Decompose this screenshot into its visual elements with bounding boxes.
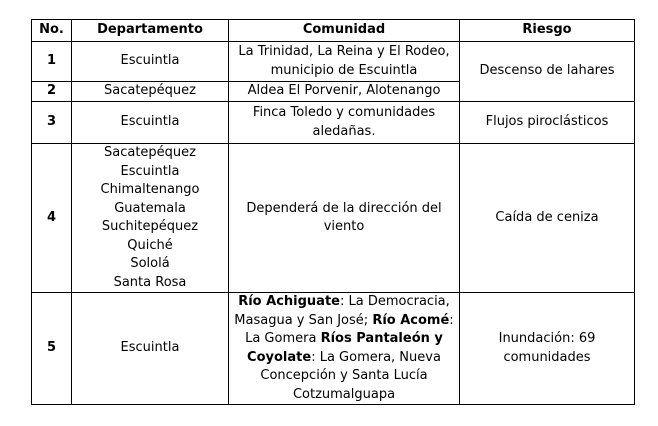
comunidad-cell: Finca Toledo y comunidades aledañas. <box>229 102 460 144</box>
river-label: Río Acomé <box>372 312 450 328</box>
departamento-item: Santa Rosa <box>113 274 187 290</box>
row-number: 1 <box>32 42 72 82</box>
header-riesgo: Riesgo <box>460 20 635 42</box>
comunidad-cell: Dependerá de la dirección del viento <box>229 144 460 293</box>
comunidad-cell: La Trinidad, La Reina y El Rodeo, municipio de Escuintla <box>229 42 460 82</box>
departamento-item: Suchitepéquez <box>101 219 199 234</box>
comunidad-cell <box>229 293 460 405</box>
row-number: 2 <box>32 82 72 102</box>
table-row <box>32 102 635 144</box>
river-communities: : La Gomera, Nueva Concepción y Santa Lucía Cotzumalguapa <box>260 349 441 402</box>
departamento-cell: Escuintla <box>72 293 229 405</box>
header-row <box>32 20 635 42</box>
riesgo-cell: Inundación: 69 comunidades <box>460 293 635 405</box>
departamento-item: Escuintla <box>120 163 180 179</box>
departamento-item: Chimaltenango <box>100 182 200 197</box>
header-comunidad: Comunidad <box>229 20 460 42</box>
departamento-item: Sacatepéquez <box>104 145 196 160</box>
table-row <box>32 42 635 82</box>
table-row <box>32 144 635 293</box>
departamento-item: Quiché <box>127 237 173 253</box>
departamento-cell: Sacatepéquez <box>72 82 229 102</box>
departamento-list-cell <box>72 144 229 293</box>
river-label: Ríos Pantaleón y Coyolate <box>247 331 443 365</box>
table-row <box>32 293 635 405</box>
river-communities: : La Democracia, Masagua y San José; <box>234 294 450 328</box>
riesgo-cell: Descenso de lahares <box>460 42 635 102</box>
departamento-cell: Escuintla <box>72 102 229 144</box>
comunidad-cell: Aldea El Porvenir, Alotenango <box>229 82 460 102</box>
departamento-item: Guatemala <box>114 200 186 216</box>
riesgo-cell: Flujos piroclásticos <box>460 102 635 144</box>
departamento-item: Sololá <box>130 256 170 271</box>
row-number: 4 <box>32 144 72 293</box>
river-communities: : La Gomera <box>245 312 454 346</box>
riesgo-cell: Caída de ceniza <box>460 144 635 293</box>
river-label: Río Achiguate <box>238 294 340 309</box>
header-no: No. <box>32 20 72 42</box>
risk-table <box>31 19 635 405</box>
row-number: 3 <box>32 102 72 144</box>
header-departamento: Departamento <box>72 20 229 42</box>
departamento-cell: Escuintla <box>72 42 229 82</box>
row-number: 5 <box>32 293 72 405</box>
